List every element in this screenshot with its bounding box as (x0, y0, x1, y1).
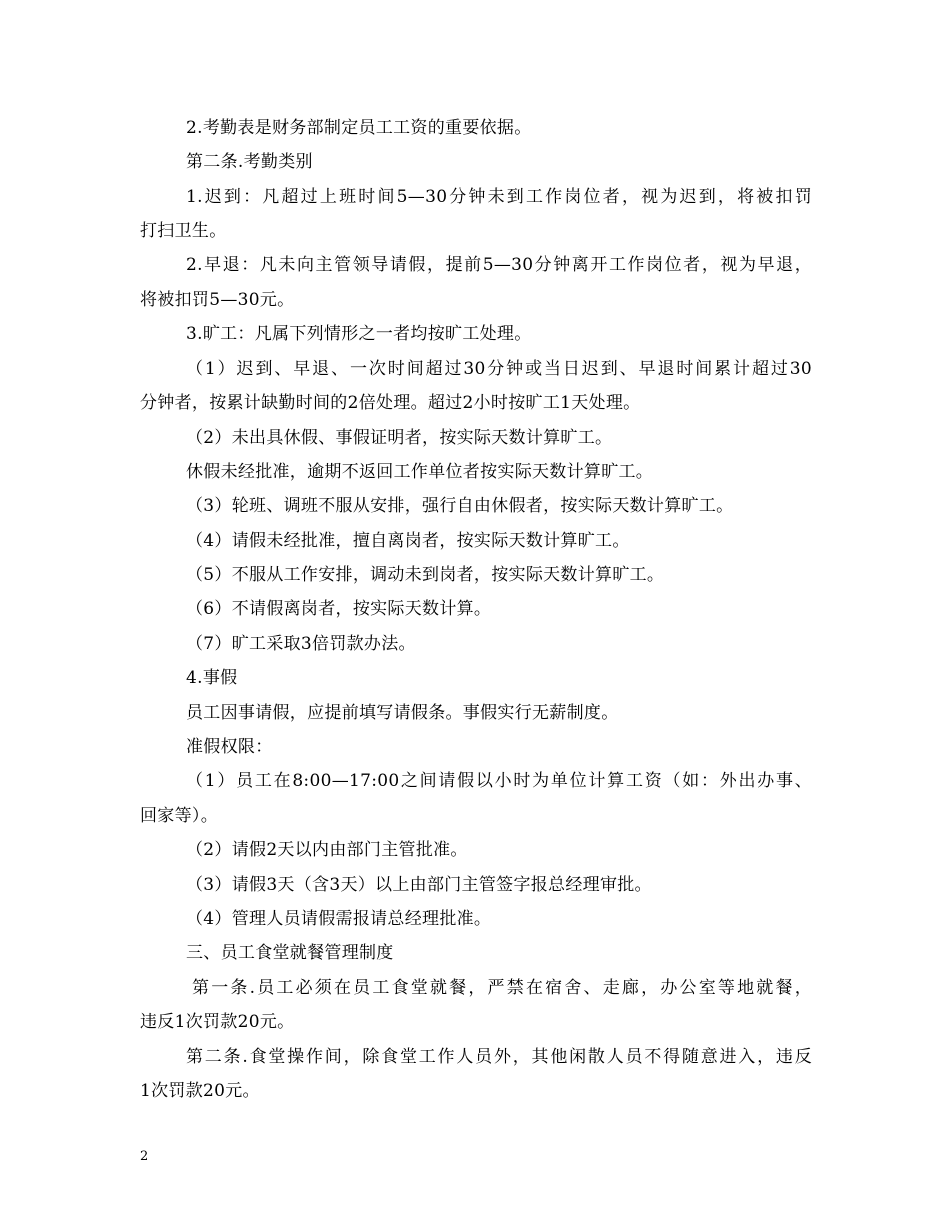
text-line: （3）轮班、调班不服从安排，强行自由休假者，按实际天数计算旷工。 (186, 496, 734, 516)
text-line: 2.早退：凡未向主管领导请假，提前5—30分钟离开工作岗位者，视为早退， (186, 255, 812, 275)
text-line: （2）未出具休假、事假证明者，按实际天数计算旷工。 (186, 428, 613, 448)
text-line: 1.迟到：凡超过上班时间5—30分钟未到工作岗位者，视为迟到，将被扣罚 (186, 187, 812, 207)
text-line: 3.旷工：凡属下列情形之一者均按旷工处理。 (186, 324, 532, 344)
text-line: （5）不服从工作安排，调动未到岗者，按实际天数计算旷工。 (186, 565, 665, 585)
text-line: （1）迟到、早退、一次时间超过30分钟或当日迟到、早退时间累计超过30 (186, 359, 812, 379)
section-heading: 三、员工食堂就餐管理制度 (186, 943, 394, 963)
text-line: 1次罚款20元。 (140, 1081, 260, 1101)
text-line: 打扫卫生。 (140, 221, 227, 241)
text-line: （4）请假未经批准，擅自离岗者，按实际天数计算旷工。 (186, 531, 630, 551)
text-line: 准假权限： (186, 737, 273, 757)
text-line: 将被扣罚5—30元。 (140, 290, 295, 310)
text-line: （3）请假3天（含3天）以上由部门主管签字报总经理审批。 (186, 875, 652, 895)
text-line: 回家等）。 (140, 806, 218, 826)
text-line: （2）请假2天以内由部门主管批准。 (186, 840, 468, 860)
text-line: 第二条.食堂操作间，除食堂工作人员外，其他闲散人员不得随意进入，违反 (186, 1047, 812, 1067)
section-heading: 第二条.考勤类别 (186, 152, 313, 172)
text-line: （1）员工在8:00—17:00之间请假以小时为单位计算工资（如：外出办事、 (186, 771, 812, 791)
text-line: 2.考勤表是财务部制定员工工资的重要依据。 (186, 118, 532, 138)
page-number: 2 (140, 1149, 149, 1164)
text-line: 违反1次罚款20元。 (140, 1012, 295, 1032)
text-line: 第一条.员工必须在员工食堂就餐，严禁在宿舍、走廊，办公室等地就餐， (192, 978, 812, 998)
text-line: 员工因事请假，应提前填写请假条。事假实行无薪制度。 (186, 703, 619, 723)
text-line: （7）旷工采取3倍罚款办法。 (186, 634, 416, 654)
section-heading: 4.事假 (186, 668, 238, 688)
text-line: 休假未经批准，逾期不返回工作单位者按实际天数计算旷工。 (186, 462, 654, 482)
text-line: 分钟者，按累计缺勤时间的2倍处理。超过2小时按旷工1天处理。 (140, 393, 641, 413)
text-line: （4）管理人员请假需报请总经理批准。 (186, 909, 492, 929)
text-line: （6）不请假离岗者，按实际天数计算。 (186, 599, 492, 619)
